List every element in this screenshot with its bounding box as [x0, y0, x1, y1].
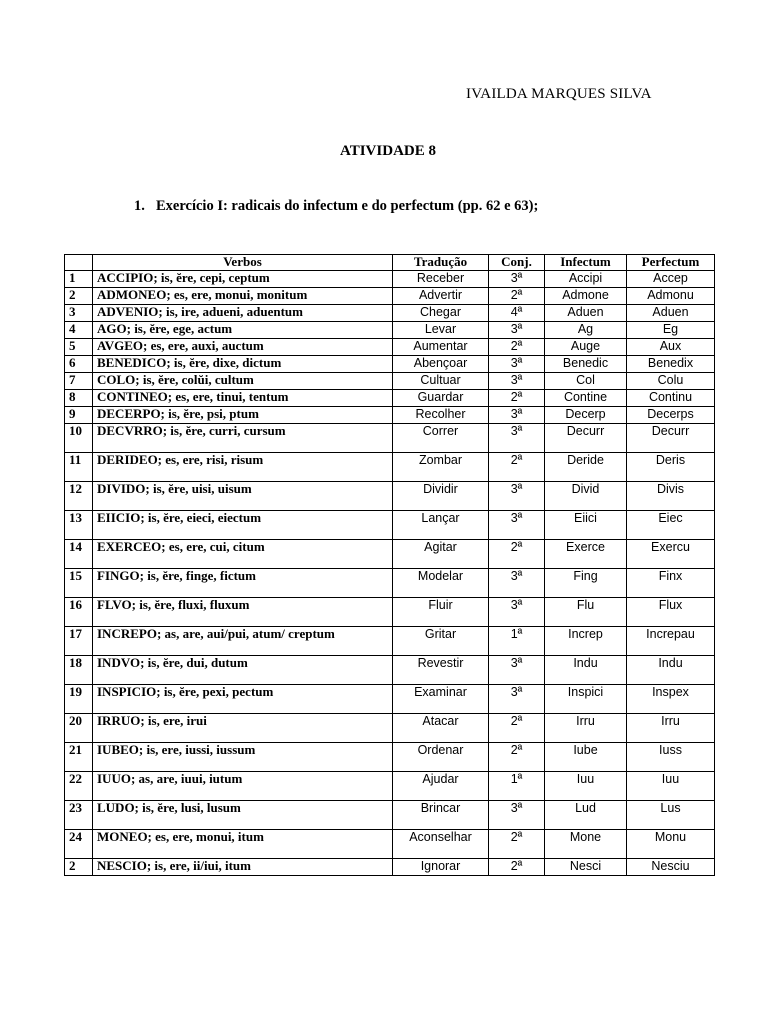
table-row — [65, 714, 715, 743]
row-number: 17 — [65, 627, 93, 656]
table-row — [65, 511, 715, 540]
translation-cell: Modelar — [393, 569, 489, 598]
row-number: 12 — [65, 482, 93, 511]
perfectum-cell: Increpau — [627, 627, 715, 656]
table-row — [65, 305, 715, 322]
table-row — [65, 627, 715, 656]
infectum-cell: Accipi — [545, 271, 627, 288]
translation-cell: Receber — [393, 271, 489, 288]
perfectum-cell: Divis — [627, 482, 715, 511]
table-row — [65, 373, 715, 390]
verb-cell: IUBEO; is, ere, iussi, iussum — [93, 743, 393, 772]
infectum-cell: Col — [545, 373, 627, 390]
translation-cell: Revestir — [393, 656, 489, 685]
row-number: 8 — [65, 390, 93, 407]
translation-cell: Ajudar — [393, 772, 489, 801]
row-number: 16 — [65, 598, 93, 627]
perfectum-cell: Aux — [627, 339, 715, 356]
infectum-cell: Flu — [545, 598, 627, 627]
row-number: 14 — [65, 540, 93, 569]
table-row — [65, 772, 715, 801]
conjugation-cell: 2ª — [489, 288, 545, 305]
verb-cell: AGO; is, ĕre, ege, actum — [93, 322, 393, 339]
conjugation-cell: 3ª — [489, 656, 545, 685]
row-number: 7 — [65, 373, 93, 390]
conjugation-cell: 3ª — [489, 356, 545, 373]
infectum-cell: Lud — [545, 801, 627, 830]
row-number: 1 — [65, 271, 93, 288]
conjugation-cell: 3ª — [489, 511, 545, 540]
conjugation-cell: 1ª — [489, 772, 545, 801]
header-conj: Conj. — [489, 255, 545, 271]
perfectum-cell: Accep — [627, 271, 715, 288]
infectum-cell: Contine — [545, 390, 627, 407]
row-number: 4 — [65, 322, 93, 339]
table-row — [65, 407, 715, 424]
conjugation-cell: 3ª — [489, 801, 545, 830]
translation-cell: Cultuar — [393, 373, 489, 390]
table-row — [65, 830, 715, 859]
verb-cell: FLVO; is, ĕre, fluxi, fluxum — [93, 598, 393, 627]
table-row — [65, 540, 715, 569]
table-row — [65, 656, 715, 685]
infectum-cell: Decurr — [545, 424, 627, 453]
infectum-cell: Indu — [545, 656, 627, 685]
verb-cell: AVGEO; es, ere, auxi, auctum — [93, 339, 393, 356]
table-row — [65, 569, 715, 598]
perfectum-cell: Lus — [627, 801, 715, 830]
row-number: 22 — [65, 772, 93, 801]
conjugation-cell: 2ª — [489, 743, 545, 772]
verb-cell: FINGO; is, ĕre, finge, fictum — [93, 569, 393, 598]
exercise-text: Exercício I: radicais do infectum e do perfectum (pp. 62 e 63); — [156, 198, 539, 214]
perfectum-cell: Colu — [627, 373, 715, 390]
table-row — [65, 288, 715, 305]
verb-cell: ACCIPIO; is, ĕre, cepi, ceptum — [93, 271, 393, 288]
infectum-cell: Nesci — [545, 859, 627, 876]
conjugation-cell: 3ª — [489, 407, 545, 424]
infectum-cell: Auge — [545, 339, 627, 356]
header-number — [65, 255, 93, 271]
perfectum-cell: Eg — [627, 322, 715, 339]
translation-cell: Aconselhar — [393, 830, 489, 859]
infectum-cell: Admone — [545, 288, 627, 305]
row-number: 19 — [65, 685, 93, 714]
perfectum-cell: Iuss — [627, 743, 715, 772]
verb-cell: COLO; is, ĕre, colŭi, cultum — [93, 373, 393, 390]
row-number: 2 — [65, 859, 93, 876]
conjugation-cell: 3ª — [489, 271, 545, 288]
translation-cell: Examinar — [393, 685, 489, 714]
perfectum-cell: Exercu — [627, 540, 715, 569]
table-row — [65, 339, 715, 356]
infectum-cell: Iube — [545, 743, 627, 772]
perfectum-cell: Indu — [627, 656, 715, 685]
translation-cell: Ignorar — [393, 859, 489, 876]
conjugation-cell: 3ª — [489, 482, 545, 511]
conjugation-cell: 3ª — [489, 569, 545, 598]
row-number: 13 — [65, 511, 93, 540]
infectum-cell: Mone — [545, 830, 627, 859]
translation-cell: Guardar — [393, 390, 489, 407]
perfectum-cell: Decurr — [627, 424, 715, 453]
page-title: ATIVIDADE 8 — [340, 143, 436, 159]
conjugation-cell: 3ª — [489, 424, 545, 453]
header-verbos: Verbos — [93, 255, 393, 271]
perfectum-cell: Continu — [627, 390, 715, 407]
verb-cell: DECERPO; is, ĕre, psi, ptum — [93, 407, 393, 424]
verb-cell: INCREPO; as, are, aui/pui, atum/ creptum — [93, 627, 393, 656]
verb-cell: MONEO; es, ere, monui, itum — [93, 830, 393, 859]
verb-cell: IUUO; as, are, iuui, iutum — [93, 772, 393, 801]
row-number: 23 — [65, 801, 93, 830]
conjugation-cell: 3ª — [489, 322, 545, 339]
table-row — [65, 322, 715, 339]
verb-cell: EIICIO; is, ĕre, eieci, eiectum — [93, 511, 393, 540]
header-traducao: Tradução — [393, 255, 489, 271]
exercise-number: 1. — [134, 198, 145, 214]
row-number: 18 — [65, 656, 93, 685]
verb-cell: NESCIO; is, ere, ii/iui, itum — [93, 859, 393, 876]
verb-cell: INDVO; is, ĕre, dui, dutum — [93, 656, 393, 685]
verb-cell: BENEDICO; is, ĕre, dixe, dictum — [93, 356, 393, 373]
verb-cell: CONTINEO; es, ere, tinui, tentum — [93, 390, 393, 407]
infectum-cell: Divid — [545, 482, 627, 511]
perfectum-cell: Irru — [627, 714, 715, 743]
header-infectum: Infectum — [545, 255, 627, 271]
perfectum-cell: Iuu — [627, 772, 715, 801]
table-row — [65, 424, 715, 453]
perfectum-cell: Flux — [627, 598, 715, 627]
table-row — [65, 271, 715, 288]
perfectum-cell: Nesciu — [627, 859, 715, 876]
infectum-cell: Irru — [545, 714, 627, 743]
table-row — [65, 685, 715, 714]
table-row — [65, 390, 715, 407]
verbs-table — [64, 254, 715, 876]
table-row — [65, 743, 715, 772]
translation-cell: Ordenar — [393, 743, 489, 772]
row-number: 20 — [65, 714, 93, 743]
table-header-row — [65, 255, 715, 271]
row-number: 6 — [65, 356, 93, 373]
translation-cell: Dividir — [393, 482, 489, 511]
verb-cell: IRRUO; is, ere, irui — [93, 714, 393, 743]
translation-cell: Advertir — [393, 288, 489, 305]
translation-cell: Chegar — [393, 305, 489, 322]
infectum-cell: Eiici — [545, 511, 627, 540]
conjugation-cell: 3ª — [489, 685, 545, 714]
row-number: 3 — [65, 305, 93, 322]
conjugation-cell: 2ª — [489, 453, 545, 482]
perfectum-cell: Inspex — [627, 685, 715, 714]
verb-cell: LUDO; is, ĕre, lusi, lusum — [93, 801, 393, 830]
verb-cell: DECVRRO; is, ĕre, curri, cursum — [93, 424, 393, 453]
translation-cell: Brincar — [393, 801, 489, 830]
conjugation-cell: 1ª — [489, 627, 545, 656]
translation-cell: Levar — [393, 322, 489, 339]
conjugation-cell: 3ª — [489, 598, 545, 627]
header-perfectum: Perfectum — [627, 255, 715, 271]
infectum-cell: Aduen — [545, 305, 627, 322]
infectum-cell: Deride — [545, 453, 627, 482]
conjugation-cell: 3ª — [489, 373, 545, 390]
translation-cell: Recolher — [393, 407, 489, 424]
exercise-heading — [134, 198, 538, 215]
perfectum-cell: Aduen — [627, 305, 715, 322]
author-name: IVAILDA MARQUES SILVA — [466, 86, 652, 102]
conjugation-cell: 2ª — [489, 859, 545, 876]
infectum-cell: Inspici — [545, 685, 627, 714]
translation-cell: Lançar — [393, 511, 489, 540]
conjugation-cell: 2ª — [489, 390, 545, 407]
row-number: 15 — [65, 569, 93, 598]
infectum-cell: Decerp — [545, 407, 627, 424]
conjugation-cell: 2ª — [489, 830, 545, 859]
infectum-cell: Iuu — [545, 772, 627, 801]
translation-cell: Aumentar — [393, 339, 489, 356]
conjugation-cell: 4ª — [489, 305, 545, 322]
perfectum-cell: Monu — [627, 830, 715, 859]
row-number: 21 — [65, 743, 93, 772]
row-number: 24 — [65, 830, 93, 859]
perfectum-cell: Decerps — [627, 407, 715, 424]
verb-cell: ADMONEO; es, ere, monui, monitum — [93, 288, 393, 305]
row-number: 11 — [65, 453, 93, 482]
verb-cell: EXERCEO; es, ere, cui, citum — [93, 540, 393, 569]
conjugation-cell: 2ª — [489, 714, 545, 743]
table-row — [65, 598, 715, 627]
table-row — [65, 859, 715, 876]
infectum-cell: Ag — [545, 322, 627, 339]
infectum-cell: Exerce — [545, 540, 627, 569]
verb-cell: DIVIDO; is, ĕre, uisi, uisum — [93, 482, 393, 511]
conjugation-cell: 2ª — [489, 339, 545, 356]
perfectum-cell: Finx — [627, 569, 715, 598]
row-number: 9 — [65, 407, 93, 424]
perfectum-cell: Eiec — [627, 511, 715, 540]
translation-cell: Fluir — [393, 598, 489, 627]
conjugation-cell: 2ª — [489, 540, 545, 569]
table-row — [65, 482, 715, 511]
infectum-cell: Benedic — [545, 356, 627, 373]
perfectum-cell: Benedix — [627, 356, 715, 373]
translation-cell: Correr — [393, 424, 489, 453]
verb-cell: ADVENIO; is, ire, adueni, aduentum — [93, 305, 393, 322]
table-row — [65, 801, 715, 830]
row-number: 2 — [65, 288, 93, 305]
perfectum-cell: Deris — [627, 453, 715, 482]
row-number: 10 — [65, 424, 93, 453]
table-row — [65, 453, 715, 482]
infectum-cell: Fing — [545, 569, 627, 598]
translation-cell: Gritar — [393, 627, 489, 656]
translation-cell: Atacar — [393, 714, 489, 743]
verb-cell: INSPICIO; is, ĕre, pexi, pectum — [93, 685, 393, 714]
translation-cell: Abençoar — [393, 356, 489, 373]
translation-cell: Agitar — [393, 540, 489, 569]
translation-cell: Zombar — [393, 453, 489, 482]
infectum-cell: Increp — [545, 627, 627, 656]
row-number: 5 — [65, 339, 93, 356]
perfectum-cell: Admonu — [627, 288, 715, 305]
verb-cell: DERIDEO; es, ere, risi, risum — [93, 453, 393, 482]
table-row — [65, 356, 715, 373]
